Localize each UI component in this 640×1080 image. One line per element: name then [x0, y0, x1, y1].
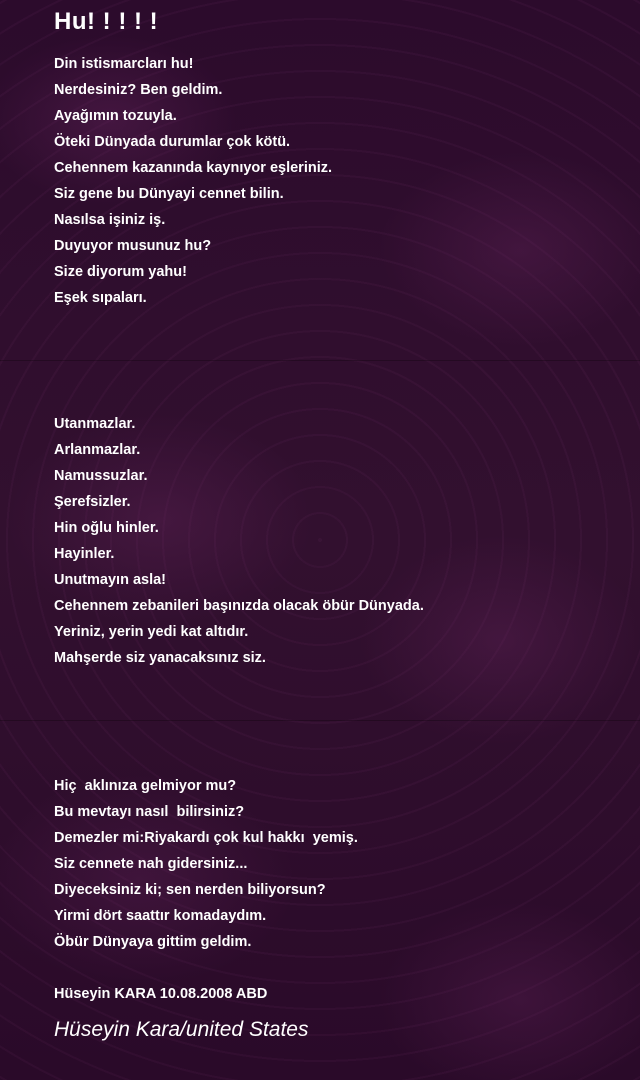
poem-line: Siz cennete nah gidersiniz... [54, 856, 248, 872]
poem-line: Cehennem kazanında kaynıyor eşleriniz. [54, 160, 333, 176]
poem-line: Size diyorum yahu! [54, 264, 187, 280]
poem-signature: Hüseyin KARA 10.08.2008 ABD [54, 986, 268, 1002]
poem-line: Nerdesiniz? Ben geldim. [54, 82, 223, 98]
poem-line: Bu mevtayı nasıl bilirsiniz? [54, 804, 245, 820]
poem-line: Unutmayın asla! [54, 572, 166, 588]
poem-line: Ayağımın tozuyla. [54, 108, 177, 124]
poem-line: Yirmi dört saattır komadaydım. [54, 908, 267, 924]
poem-line: Öbür Dünyaya gittim geldim. [54, 934, 252, 950]
poem-line: Yeriniz, yerin yedi kat altıdır. [54, 624, 249, 640]
poem-line: Eşek sıpaları. [54, 290, 147, 306]
background-divider [0, 720, 640, 721]
poem-line: Duyuyor musunuz hu? [54, 238, 212, 254]
poem-line: Hiç aklınıza gelmiyor mu? [54, 778, 237, 794]
poem-line: Diyeceksiniz ki; sen nerden biliyorsun? [54, 882, 326, 898]
stanza-2 [54, 411, 424, 671]
poem-line: Öteki Dünyada durumlar çok kötü. [54, 134, 291, 150]
author-name: Hüseyin Kara/united States [54, 1018, 309, 1041]
poem-line: Din istismarcları hu! [54, 56, 194, 72]
poem-line: Hin oğlu hinler. [54, 520, 159, 536]
stanza-1 [54, 51, 332, 311]
poem-title: Hu! ! ! ! ! [54, 8, 159, 35]
poem-line: Hayinler. [54, 546, 115, 562]
poem-line: Arlanmazlar. [54, 442, 141, 458]
poem-line: Nasılsa işiniz iş. [54, 212, 166, 228]
poem-line: Şerefsizler. [54, 494, 131, 510]
poem-line: Mahşerde siz yanacaksınız siz. [54, 650, 266, 666]
stanza-3 [54, 773, 358, 955]
poem-line: Cehennem zebanileri başınızda olacak öbür Dünyada. [54, 598, 424, 614]
background-divider [0, 360, 640, 361]
poem-line: Demezler mi:Riyakardı çok kul hakkı yemiş. [54, 830, 358, 846]
poem-line: Utanmazlar. [54, 416, 136, 432]
poem-line: Siz gene bu Dünyayi cennet bilin. [54, 186, 284, 202]
poem-line: Namussuzlar. [54, 468, 148, 484]
